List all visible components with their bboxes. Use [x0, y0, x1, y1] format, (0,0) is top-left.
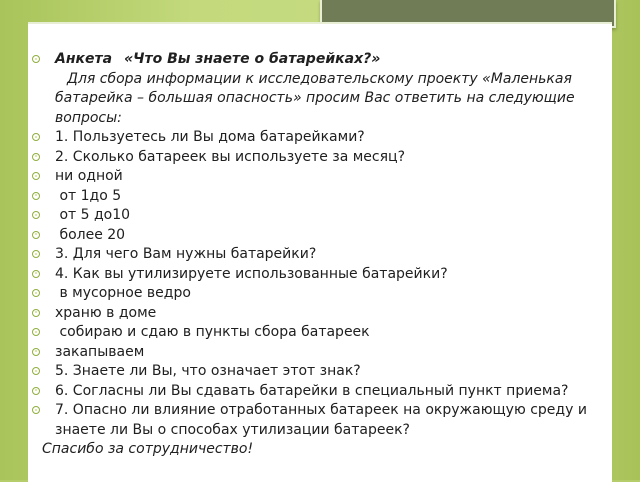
bullet-icon: [32, 406, 40, 414]
list-item-text: в мусорное ведро: [55, 285, 191, 301]
bullet-icon: [32, 192, 40, 200]
bullet-icon: [32, 133, 40, 141]
bullet-icon: [32, 231, 40, 239]
list-item-text: 6. Согласны ли Вы сдавать батарейки в специальный пункт приема?: [55, 382, 569, 399]
list-item: [30, 245, 606, 265]
thanks-note: Спасибо за сотрудничество!: [42, 441, 254, 457]
title-name: «Что Вы знаете о батарейках?»: [124, 51, 381, 67]
list-item: [30, 187, 606, 207]
list-item: [30, 265, 606, 285]
bullet-icon: [32, 309, 40, 317]
bullet-icon: [32, 387, 40, 395]
list-item: [30, 226, 606, 246]
list-item-text: более 20: [55, 226, 126, 243]
survey-intro: Для сбора информации к исследовательскому проекту «Маленькая батарейка – большая опасность» просим Вас ответить на следующие вопросы:: [55, 70, 575, 126]
bullet-icon: [32, 289, 40, 297]
list-item-text: от 1до 5: [55, 187, 122, 204]
list-item: [30, 206, 606, 226]
bullet-icon: [32, 250, 40, 258]
bullet-icon: [32, 211, 40, 219]
list-item-text: 1. Пользуетесь ли Вы дома батарейками?: [55, 129, 365, 145]
list-item: [30, 362, 606, 382]
title-prefix: Анкета: [55, 51, 113, 67]
bullet-icon: [32, 172, 40, 180]
list-item-text: 3. Для чего Вам нужны батарейки?: [55, 246, 317, 262]
list-item: [30, 343, 606, 363]
list-item: [30, 304, 606, 324]
list-item: [30, 284, 606, 304]
bullet-icon: [32, 328, 40, 336]
bullet-icon: [32, 367, 40, 375]
list-item-text: 2. Сколько батареек вы используете за месяц?: [55, 148, 405, 165]
list-item: [30, 382, 606, 402]
bullet-icon: [32, 153, 40, 161]
list-item-text: 5. Знаете ли Вы, что означает этот знак?: [55, 363, 361, 379]
list-item-text: 7. Опасно ли влияние отработанных батареек на окружающую среду и знаете ли Вы о способах утилизации батареек?: [55, 402, 587, 438]
bullet-icon: [32, 348, 40, 356]
list-item: [30, 128, 606, 148]
list-item-text: собираю и сдаю в пункты сбора батареек: [55, 324, 370, 340]
list-item: [30, 148, 606, 168]
list-item-text: от 5 до10: [55, 207, 131, 223]
list-item-text: ни одной: [55, 168, 123, 184]
survey-content: [30, 50, 606, 460]
list-item-text: 4. Как вы утилизируете использованные батарейки?: [55, 265, 448, 282]
list-item: [30, 323, 606, 343]
bullet-icon: [32, 270, 40, 278]
list-item-text: храню в доме: [55, 304, 157, 321]
survey-title: [30, 50, 606, 70]
list-item-text: закапываем: [55, 343, 145, 360]
list-item: [30, 167, 606, 187]
bullet-icon: [32, 55, 40, 63]
list-item: [30, 401, 606, 440]
